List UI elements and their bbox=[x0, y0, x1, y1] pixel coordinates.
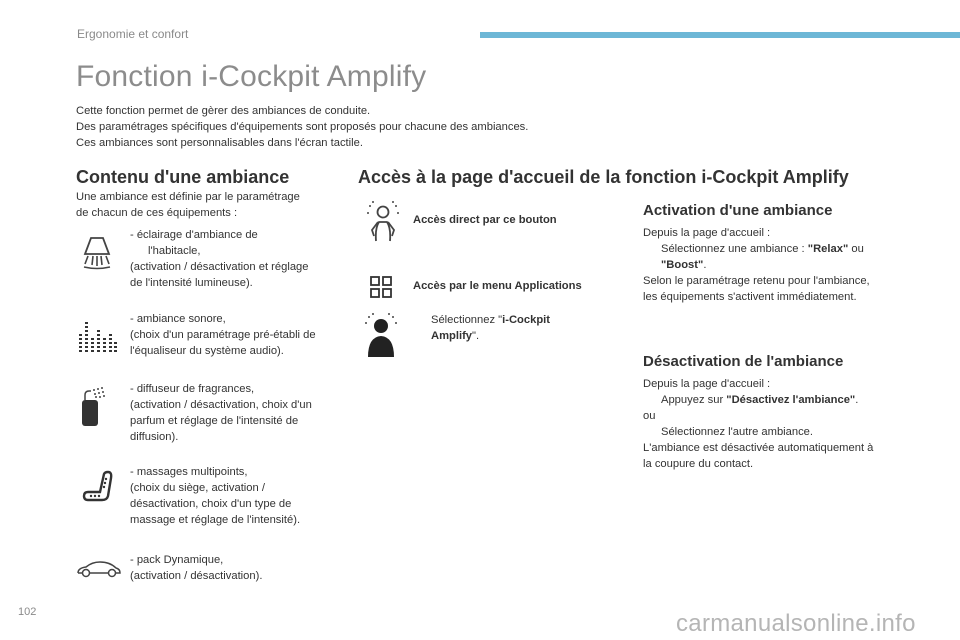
deactivation-heading: Désactivation de l'ambiance bbox=[643, 353, 844, 370]
item-line: (activation / désactivation, choix d'un bbox=[130, 399, 312, 411]
deactivation-bullet: Appuyez sur bbox=[661, 394, 727, 406]
item-pack-dynamic bbox=[130, 552, 262, 584]
intro-paragraph bbox=[76, 103, 528, 151]
item-line: diffusion). bbox=[130, 431, 179, 443]
header-accent-bar bbox=[480, 32, 960, 38]
access-select-instruction bbox=[413, 312, 550, 344]
item-massage bbox=[130, 464, 300, 528]
access-heading: Accès à la page d'accueil de la fonction i-Cockpit Amplify bbox=[358, 167, 849, 187]
activation-line: les équipements s'activent immédiatement. bbox=[643, 291, 857, 303]
item-line: - massages multipoints, bbox=[130, 466, 248, 478]
relax-label: "Relax" bbox=[807, 243, 849, 255]
ou-text: ou bbox=[848, 243, 864, 255]
item-line: de l'intensité lumineuse). bbox=[130, 277, 253, 289]
item-line: parfum et réglage de l'intensité de bbox=[130, 415, 299, 427]
page-number: 102 bbox=[18, 606, 37, 618]
amplify-app-icon[interactable] bbox=[364, 313, 398, 357]
amplify-button-icon[interactable] bbox=[366, 200, 400, 242]
item-fragrance bbox=[130, 381, 312, 445]
activation-heading: Activation d'une ambiance bbox=[643, 202, 833, 219]
deactivate-label: "Désactivez l'ambiance" bbox=[726, 394, 856, 406]
item-line: l'équaliseur du système audio). bbox=[130, 345, 284, 357]
deactivation-line: L'ambiance est désactivée automatiquement à bbox=[643, 442, 874, 454]
select-suffix: ". bbox=[472, 330, 480, 342]
seat-massage-icon bbox=[82, 470, 116, 508]
activation-line: Selon le paramétrage retenu pour l'ambiance, bbox=[643, 275, 870, 287]
item-line: (choix du siège, activation / bbox=[130, 482, 265, 494]
dot: . bbox=[855, 394, 859, 406]
activation-line: Depuis la page d'accueil : bbox=[643, 227, 771, 239]
deactivation-text bbox=[643, 376, 913, 472]
deactivation-bullet: Sélectionnez l'autre ambiance. bbox=[661, 426, 814, 438]
deactivation-line: Depuis la page d'accueil : bbox=[643, 378, 771, 390]
access-menu-label: Accès par le menu Applications bbox=[413, 280, 582, 292]
item-line: (activation / désactivation et réglage bbox=[130, 261, 309, 273]
dot: . bbox=[703, 259, 707, 271]
equalizer-icon bbox=[78, 318, 118, 354]
item-sound bbox=[130, 311, 316, 359]
item-line: - pack Dynamique, bbox=[130, 554, 224, 566]
deactivation-line: la coupure du contact. bbox=[643, 458, 754, 470]
item-line: - éclairage d'ambiance de bbox=[130, 229, 258, 241]
watermark: carmanualsonline.info bbox=[676, 610, 916, 637]
activation-text bbox=[643, 225, 903, 305]
ambient-light-icon bbox=[80, 234, 114, 270]
lead-line: de chacun de ces équipements : bbox=[76, 207, 238, 219]
select-app-name-2: Amplify bbox=[431, 330, 473, 342]
fragrance-diffuser-icon bbox=[80, 386, 106, 428]
section-header: Ergonomie et confort bbox=[77, 27, 189, 41]
item-line: (activation / désactivation). bbox=[130, 570, 263, 582]
applications-menu-icon[interactable] bbox=[370, 276, 392, 298]
item-line: désactivation, choix d'un type de bbox=[130, 498, 292, 510]
intro-line: Ces ambiances sont personnalisables dans l'écran tactile. bbox=[76, 137, 363, 149]
left-lead bbox=[76, 189, 300, 221]
page-title: Fonction i-Cockpit Amplify bbox=[76, 60, 427, 93]
item-line: - ambiance sonore, bbox=[130, 313, 226, 325]
item-ambient-light bbox=[130, 227, 308, 291]
boost-label: "Boost" bbox=[661, 259, 704, 271]
item-line: (choix d'un paramétrage pré-établi de bbox=[130, 329, 316, 341]
item-line: - diffuseur de fragrances, bbox=[130, 383, 255, 395]
intro-line: Des paramétrages spécifiques d'équipements sont proposés pour chacune des ambiances. bbox=[76, 121, 529, 133]
activation-bullet: Sélectionnez une ambiance : bbox=[661, 243, 808, 255]
item-line: massage et réglage de l'intensité). bbox=[130, 514, 301, 526]
select-prefix: Sélectionnez " bbox=[431, 314, 503, 326]
lead-line: Une ambiance est définie par le paramétrage bbox=[76, 191, 300, 203]
item-line: l'habitacle, bbox=[148, 245, 201, 257]
ou-text: ou bbox=[643, 410, 656, 422]
intro-line: Cette fonction permet de gèrer des ambiances de conduite. bbox=[76, 105, 371, 117]
access-direct-label: Accès direct par ce bouton bbox=[413, 214, 557, 226]
left-heading: Contenu d'une ambiance bbox=[76, 167, 290, 187]
select-app-name: i-Cockpit bbox=[502, 314, 550, 326]
car-dynamic-icon bbox=[76, 560, 122, 580]
